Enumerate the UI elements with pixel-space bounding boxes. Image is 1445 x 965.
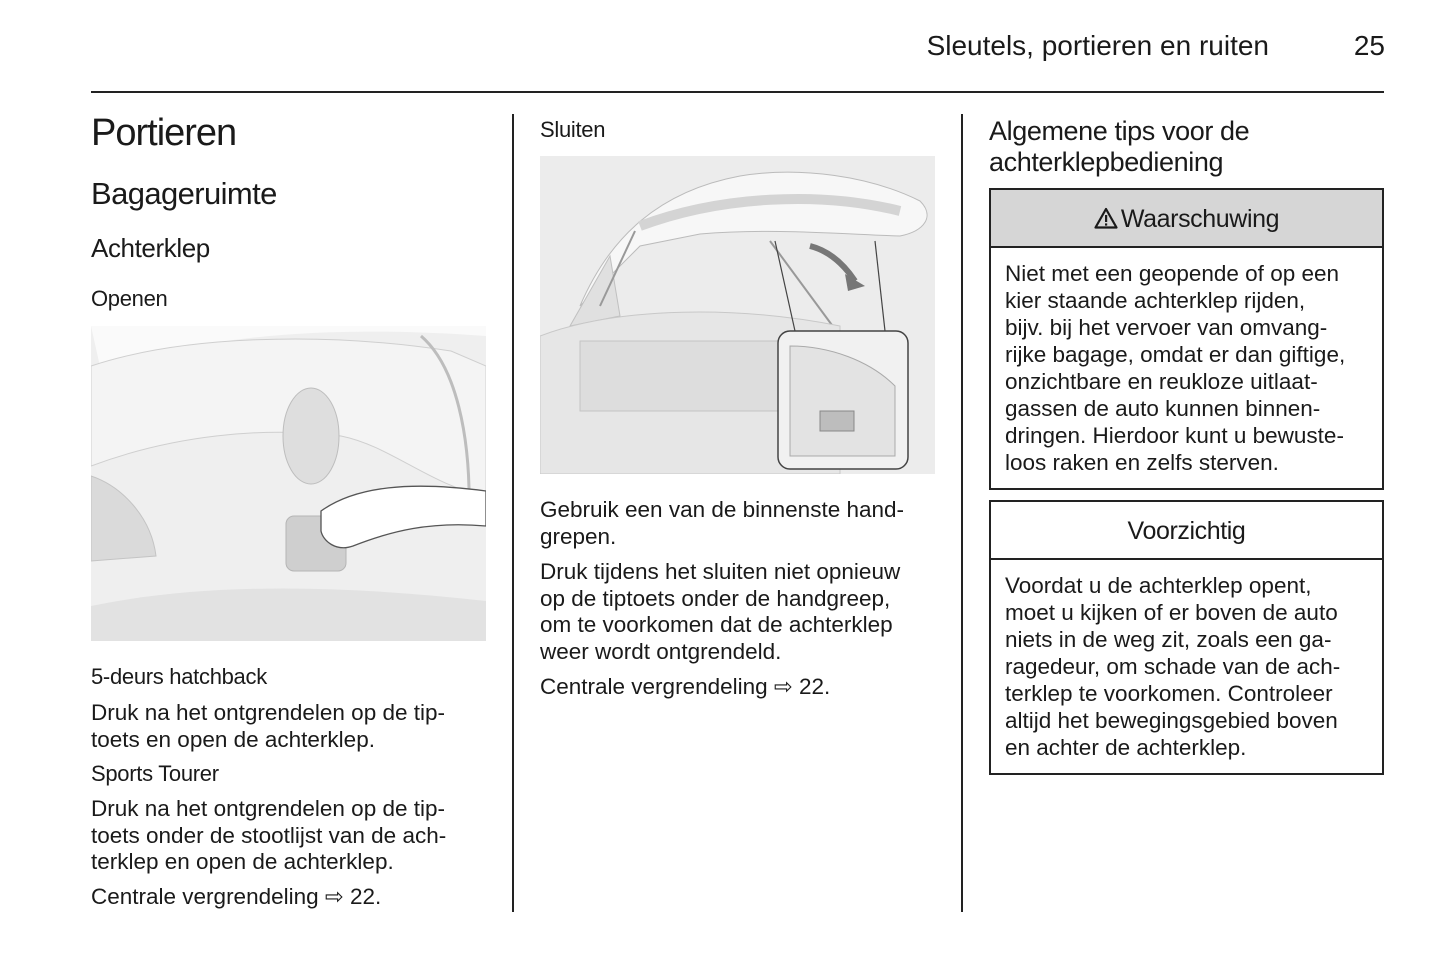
header-rule xyxy=(91,91,1384,93)
sports-tourer-heading: Sports Tourer xyxy=(91,761,219,786)
page-number: 25 xyxy=(1353,30,1385,61)
central-locking-reference[interactable]: Centrale vergrendeling ⇨ 22. xyxy=(91,884,382,909)
open-heading: Openen xyxy=(91,286,168,311)
hatchback-heading: 5-deurs hatchback xyxy=(91,664,267,689)
tailgate-close-illustration xyxy=(540,156,935,474)
warning-triangle-icon xyxy=(1094,192,1118,250)
warning-title: Waarschuwing xyxy=(1120,205,1280,233)
section-title: Portieren xyxy=(91,112,237,154)
topic-title: Achterklep xyxy=(91,233,210,263)
hatchback-paragraph: Druk na het ontgrendelen op de tip- toets en open de achterklep. xyxy=(91,700,445,752)
close-heading: Sluiten xyxy=(540,117,606,142)
close-paragraph-1: Gebruik een van de binnenste hand- grepen. xyxy=(540,497,905,549)
close-paragraph-2: Druk tijdens het sluiten niet opnieuw op de tiptoets onder de handgreep, om te voorkomen dat de achterklep weer wordt ontgrendeld. xyxy=(540,559,901,664)
tips-heading: Algemene tips voor de achterklepbediening xyxy=(989,116,1250,177)
caution-text: Voordat u de achterklep opent, moet u kijken of er boven de auto niets in de weg zit, zoals een ga- ragedeur, om schade van de ach- terklep te voorkomen. Controleer altijd het bewegingsgebied boven en achter de achterklep. xyxy=(1005,573,1341,760)
subsection-title: Bagageruimte xyxy=(91,176,277,211)
column-divider-2 xyxy=(961,114,963,912)
warning-text: Niet met een geopende of op een kier staande achterklep rijden, bijv. bij het vervoer van omvang- rijke bagage, omdat er dan giftige, onzichtbare en reukloze uitlaat- gassen de auto kunnen binnen- dringen. Hierdoor kunt u bewuste- loos raken en zelfs sterven. xyxy=(1005,261,1346,475)
warning-box xyxy=(989,188,1384,490)
running-header-title: Sleutels, portieren en ruiten xyxy=(926,30,1269,61)
caution-box xyxy=(989,500,1384,775)
central-locking-reference[interactable]: Centrale vergrendeling ⇨ 22. xyxy=(540,674,831,699)
column-divider-1 xyxy=(512,114,514,912)
sports-tourer-paragraph: Druk na het ontgrendelen op de tip- toets onder de stootlijst van de ach- terklep en open de achterklep. xyxy=(91,796,447,874)
warning-box-header xyxy=(991,190,1382,248)
tailgate-open-illustration xyxy=(91,326,486,641)
caution-title: Voorzichtig xyxy=(991,502,1382,560)
